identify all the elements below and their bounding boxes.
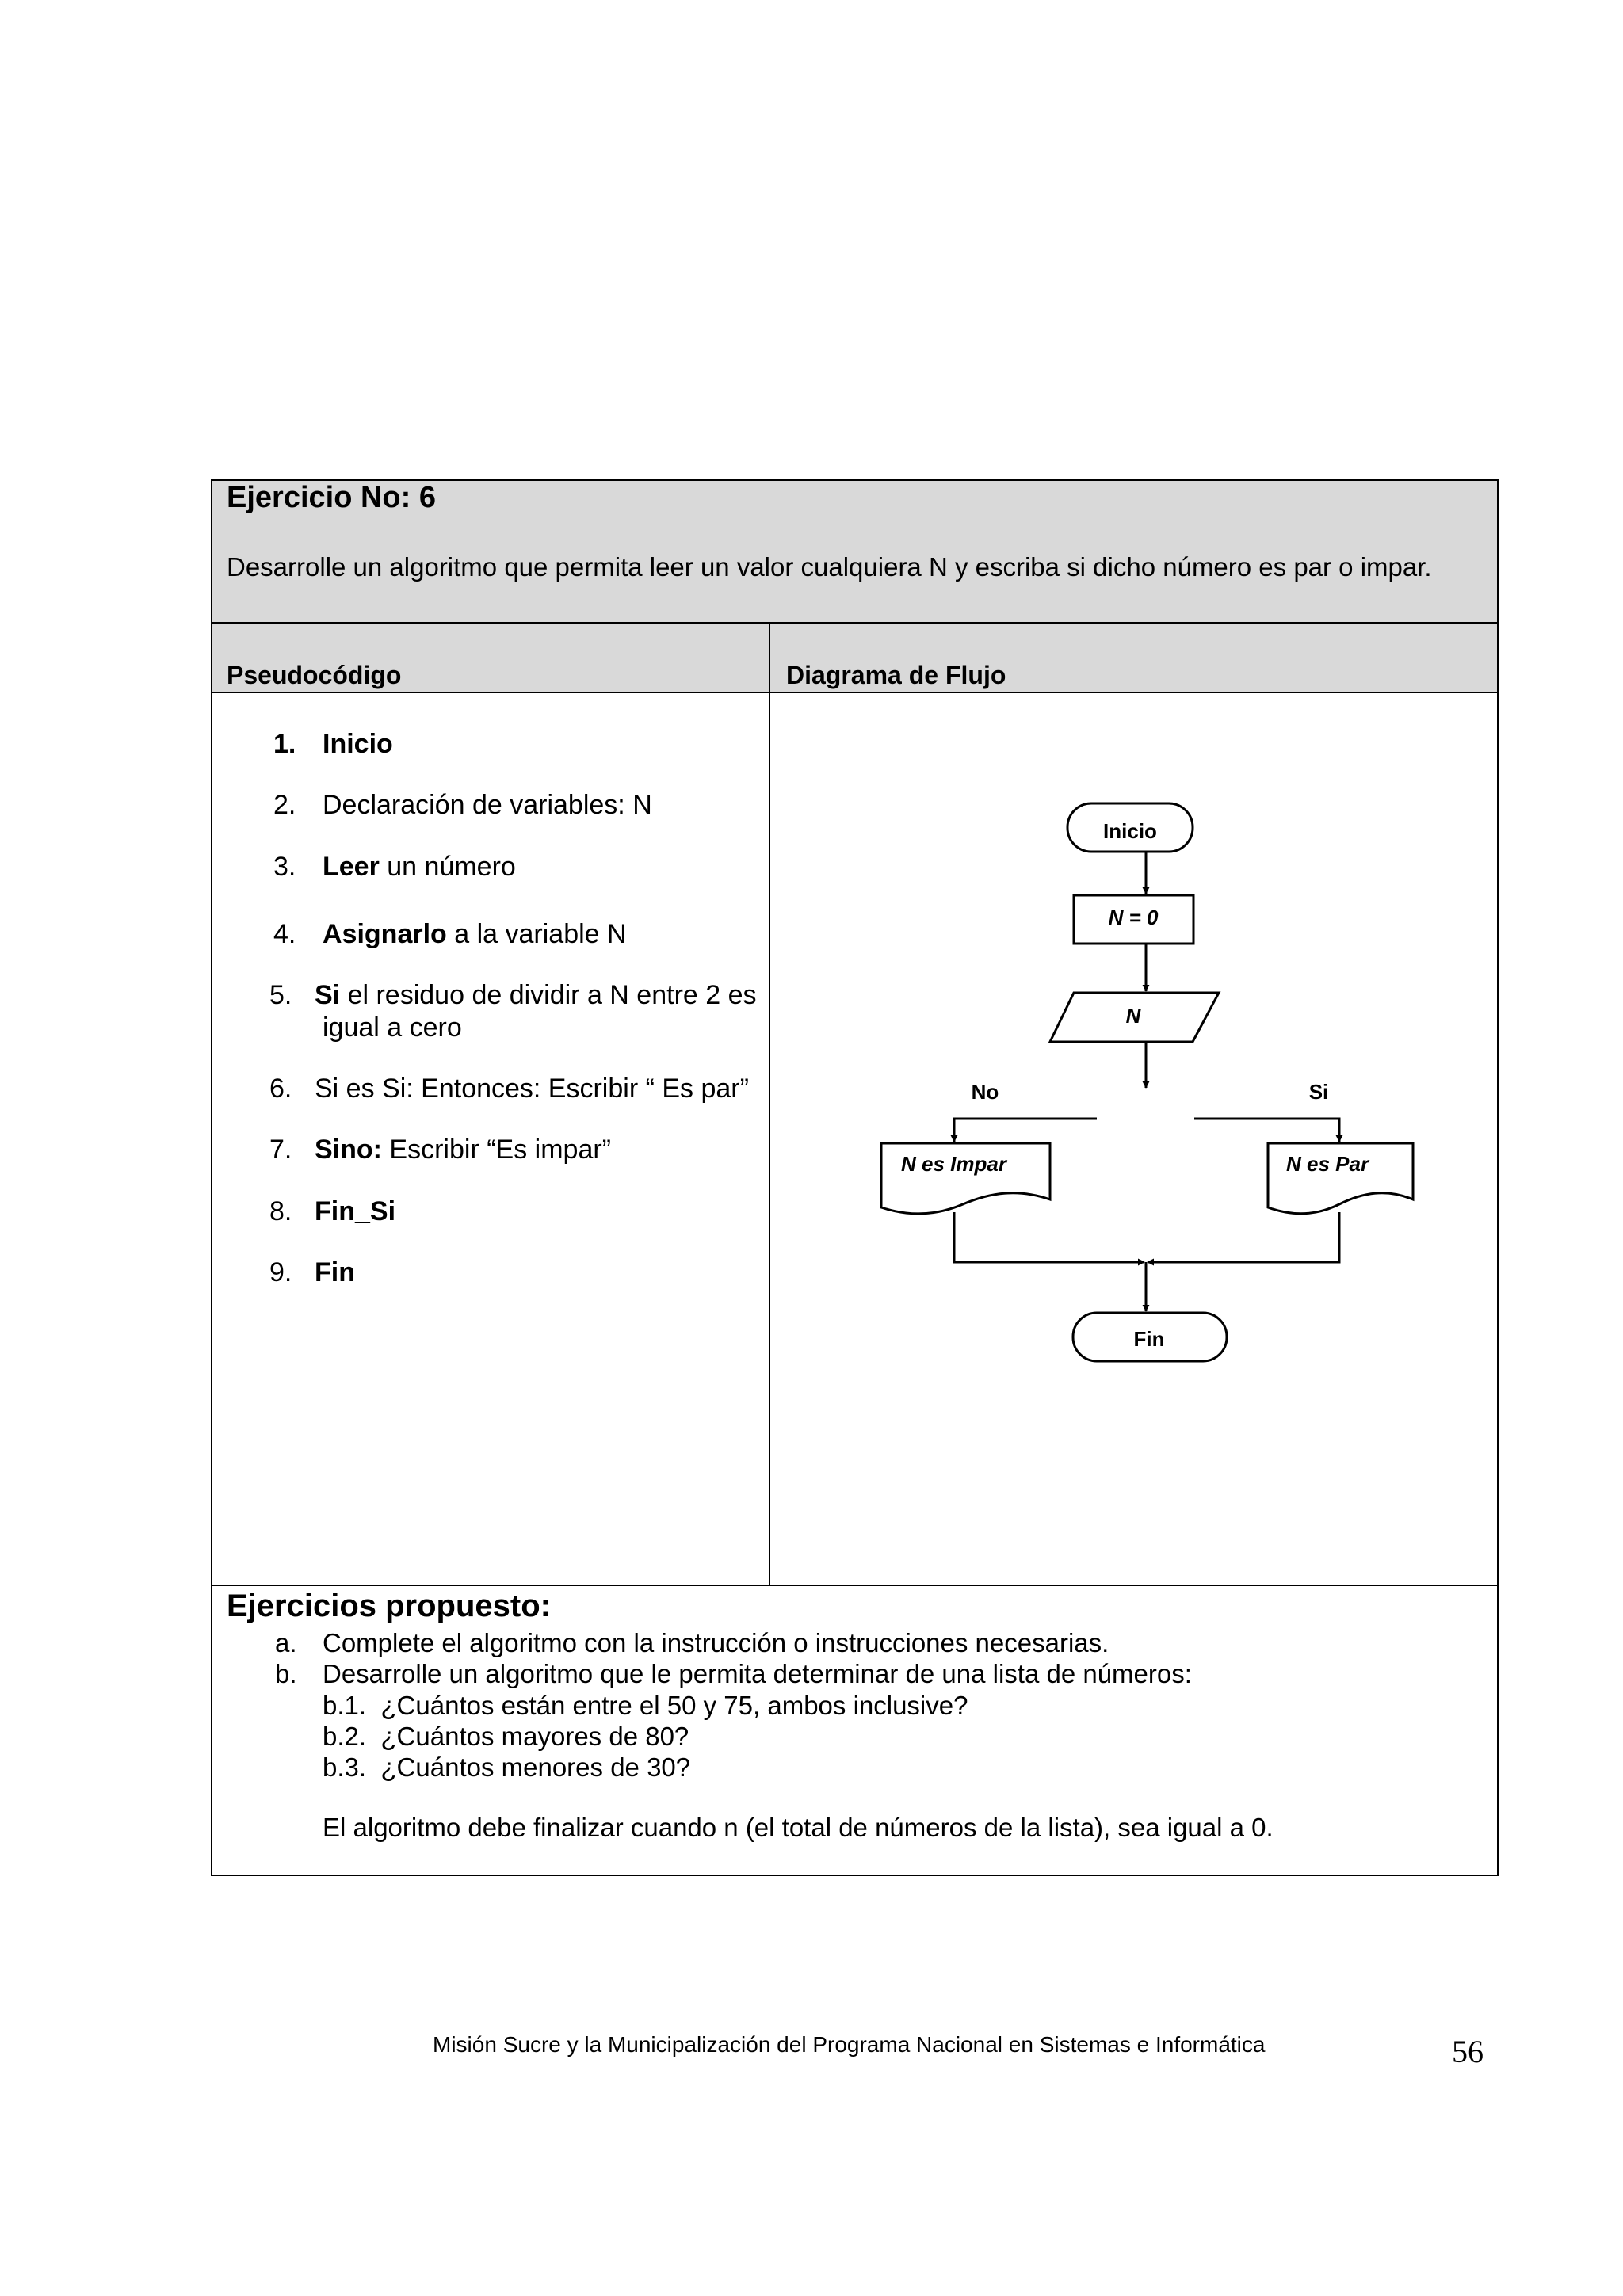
flow-branch-yes-label: Si — [1308, 1080, 1329, 1104]
flow-assign-label: N = 0 — [1108, 906, 1159, 929]
line-text: a la variable N — [446, 919, 627, 949]
proposed-item-b-text: Desarrolle un algoritmo que le permita determinar de una lista de números: — [323, 1659, 1192, 1688]
line-number: 9. — [269, 1257, 292, 1287]
exercise-title: Ejercicio No: 6 — [227, 481, 436, 514]
flow-output-par-label: N es Par — [1286, 1152, 1369, 1176]
line-keyword: Fin_Si — [315, 1196, 396, 1226]
flow-arrow-no-branch — [954, 1119, 1097, 1142]
proposed-note: El algoritmo debe finalizar cuando n (el total de números de la lista), sea igual a 0. — [323, 1813, 1274, 1842]
proposed-subitem-b2 — [323, 1722, 689, 1752]
line-number: 8. — [269, 1196, 292, 1226]
line-text: Declaración de variables: N — [323, 790, 652, 820]
line-keyword: Sino: — [315, 1135, 382, 1165]
line-number: 3. — [273, 852, 296, 882]
line-number: 7. — [269, 1135, 292, 1165]
flow-end-label: Fin — [1133, 1327, 1165, 1351]
line-number: 6. — [269, 1074, 292, 1104]
proposed-item-a-label: a. — [275, 1628, 297, 1657]
proposed-subitem-b3 — [323, 1753, 690, 1783]
flow-output-impar-label: N es Impar — [901, 1152, 1006, 1176]
page-number: 56 — [1452, 2034, 1484, 2069]
line-number: 5. — [269, 980, 292, 1010]
flow-branch-no-label: No — [971, 1080, 999, 1104]
subitem-text: ¿Cuántos están entre el 50 y 75, ambos inclusive? — [380, 1691, 968, 1720]
exercise-statement: Desarrolle un algoritmo que permita leer un valor cualquiera N y escriba si dicho número es par o impar. — [227, 552, 1432, 582]
line-text: Si es Si: Entonces: Escribir “ Es par” — [315, 1074, 749, 1104]
pseudocode-line-5-continuation: igual a cero — [323, 1013, 462, 1043]
subitem-label: b.2. — [323, 1722, 367, 1751]
line-text: el residuo de dividir a N entre 2 es — [340, 980, 757, 1010]
line-text: Escribir “Es impar” — [381, 1135, 612, 1165]
subitem-text: ¿Cuántos mayores de 80? — [380, 1722, 689, 1751]
line-keyword: Inicio — [323, 729, 393, 759]
flow-input-label: N — [1125, 1004, 1141, 1028]
proposed-title: Ejercicios propuesto: — [227, 1589, 551, 1623]
line-number: 4. — [273, 919, 296, 949]
line-keyword: Leer — [323, 852, 380, 882]
line-keyword: Fin — [315, 1257, 355, 1287]
subitem-label: b.3. — [323, 1753, 367, 1782]
flow-start-label: Inicio — [1103, 819, 1157, 843]
flowchart-header: Diagrama de Flujo — [786, 661, 1006, 689]
footer-text: Misión Sucre y la Municipalización del Programa Nacional en Sistemas e Informática — [433, 2032, 1266, 2057]
flow-arrow-yes-branch — [1194, 1119, 1339, 1142]
line-number: 1. — [273, 729, 296, 759]
proposed-subitem-b1 — [323, 1691, 968, 1721]
subitem-text: ¿Cuántos menores de 30? — [380, 1753, 691, 1782]
proposed-item-b-label: b. — [275, 1659, 297, 1688]
flow-arrow-par-to-join — [1148, 1212, 1339, 1262]
flow-arrow-impar-to-join — [954, 1212, 1144, 1262]
pseudocode-header: Pseudocódigo — [227, 661, 402, 689]
line-keyword: Asignarlo — [323, 919, 447, 949]
subitem-label: b.1. — [323, 1691, 367, 1720]
line-keyword: Si — [315, 980, 341, 1010]
line-number: 2. — [273, 790, 296, 820]
proposed-item-a-text: Complete el algoritmo con la instrucción o instrucciones necesarias. — [323, 1628, 1109, 1657]
line-text: un número — [379, 852, 516, 882]
